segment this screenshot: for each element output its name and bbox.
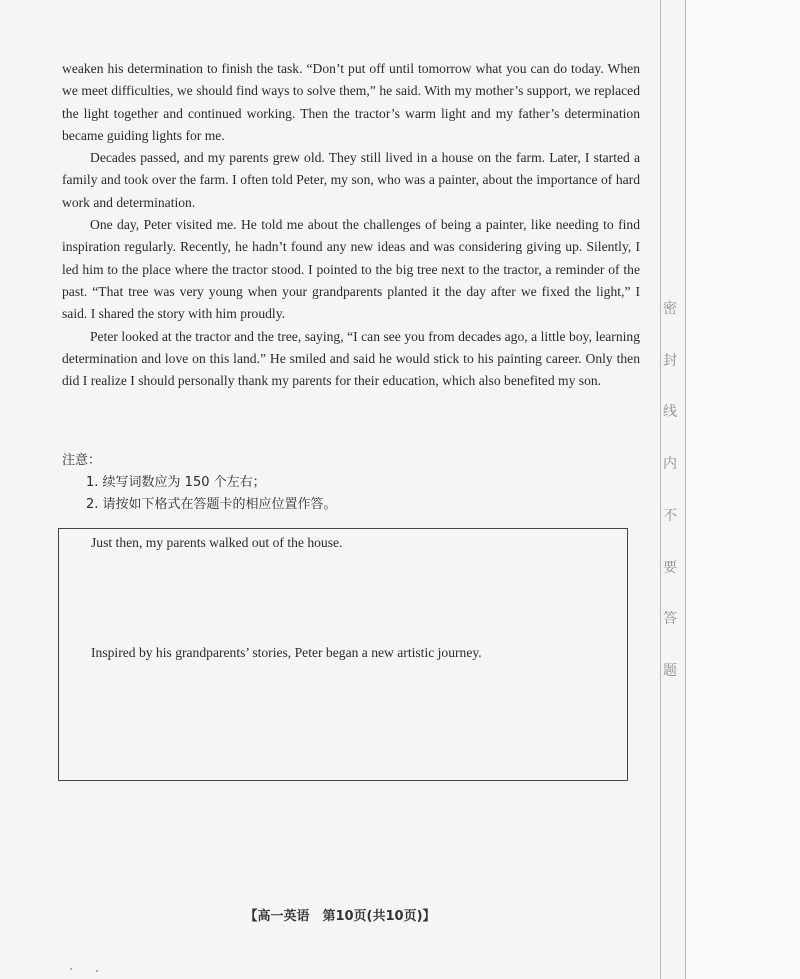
seal-char: 内 — [663, 456, 677, 473]
seal-char: 线 — [663, 404, 677, 421]
note-item: 2. 请按如下格式在答题卡的相应位置作答。 — [86, 497, 337, 512]
note-item: 1. 续写词数应为 150 个左右； — [86, 475, 266, 490]
notes-heading: 注意： — [62, 453, 102, 468]
story-passage — [62, 58, 640, 392]
seal-line-notice — [655, 300, 685, 680]
continuation-prompt-1: Just then, my parents walked out of the house. — [91, 535, 343, 550]
page-footer: 【高一英语 第10页(共10页)】 — [244, 909, 436, 924]
seal-char: 不 — [663, 507, 677, 524]
seal-char: 要 — [663, 559, 677, 576]
answer-box[interactable] — [58, 528, 628, 781]
seal-char: 答 — [663, 611, 677, 628]
paragraph: One day, Peter visited me. He told me about the challenges of being a painter, like needing to find inspiration regularly. Recently, he hadn’t found any new ideas and was considering giving up. Silently, I led him to the place where the tractor stood. I pointed to the big tree next to the tractor, a reminder of the past. “That tree was very young when your grandparents planted it the day after we fixed the light,” I said. I shared the story with him proudly. — [62, 217, 640, 322]
scan-speck — [70, 968, 72, 970]
paragraph: Peter looked at the tractor and the tree, saying, “I can see you from decades ago, a little boy, learning determination and love on this land.” He smiled and said he would stick to his painting career. Only then did I realize I should personally thank my parents for their education, which also benefited my son. — [62, 328, 640, 389]
seal-char: 题 — [663, 662, 677, 679]
binding-line-outer — [685, 0, 686, 979]
scan-speck — [96, 970, 98, 972]
binding-margin — [686, 0, 800, 979]
seal-char: 封 — [663, 352, 677, 369]
writing-notes — [62, 450, 640, 516]
paragraph: weaken his determination to finish the task. “Don’t put off until tomorrow what you can do today. When we meet difficulties, we should find ways to solve them,” he said. With my mother’s support, we replaced the light together and continued working. Then the tractor’s warm light and my father’s determination became guiding lights for me. — [62, 61, 640, 143]
paragraph: Decades passed, and my parents grew old. They still lived in a house on the farm. Later, I started a family and took over the farm. I often told Peter, my son, who was a painter, about the importance of hard work and determination. — [62, 150, 640, 210]
continuation-prompt-2: Inspired by his grandparents’ stories, Peter began a new artistic journey. — [91, 645, 482, 660]
seal-char: 密 — [663, 301, 677, 317]
